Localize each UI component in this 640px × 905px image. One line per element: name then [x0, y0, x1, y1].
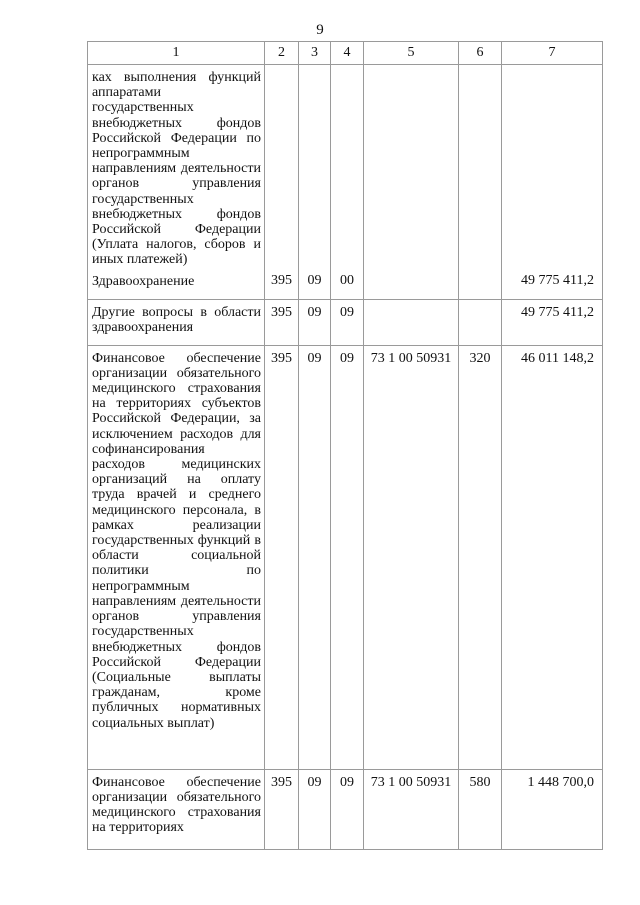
- cell-amount: 46 011 148,2: [502, 345, 603, 769]
- cell-amount: 49 775 411,2: [502, 268, 603, 300]
- table-row: [88, 65, 603, 268]
- cell-subsection: 00: [331, 268, 364, 300]
- table-row: [88, 345, 603, 769]
- table-row: [88, 268, 603, 300]
- cell-section: 09: [299, 268, 331, 300]
- cell-admin: 395: [265, 345, 299, 769]
- cell-subsection: [331, 65, 364, 268]
- header-col-1: 1: [88, 42, 265, 65]
- table-row: [88, 299, 603, 345]
- row-description: ках выполнения функций аппаратами государственных внебюджетных фондов Российской Федерации по непрограммным направлениям деятельности органов управления государственных внебюджетных фондов Российской Федерации (Уплата налогов, сборов и иных платежей): [88, 65, 265, 268]
- header-col-5: 5: [364, 42, 459, 65]
- cell-expense-type: [459, 268, 502, 300]
- header-col-4: 4: [331, 42, 364, 65]
- cell-subsection: 09: [331, 769, 364, 849]
- row-description: Другие вопросы в области здравоохранения: [88, 299, 265, 345]
- cell-subsection: 09: [331, 299, 364, 345]
- header-col-3: 3: [299, 42, 331, 65]
- header-col-7: 7: [502, 42, 603, 65]
- cell-section: [299, 65, 331, 268]
- row-description: Финансовое обеспечение организации обязательного медицинского страхования на территориях: [88, 769, 265, 849]
- cell-admin: 395: [265, 268, 299, 300]
- header-row: [88, 42, 603, 65]
- cell-expense-type: 320: [459, 345, 502, 769]
- cell-target-article: [364, 268, 459, 300]
- cell-amount: 1 448 700,0: [502, 769, 603, 849]
- cell-expense-type: [459, 65, 502, 268]
- cell-target-article: [364, 299, 459, 345]
- cell-amount: 49 775 411,2: [502, 299, 603, 345]
- cell-expense-type: 580: [459, 769, 502, 849]
- cell-subsection: 09: [331, 345, 364, 769]
- cell-target-article: 73 1 00 50931: [364, 769, 459, 849]
- budget-table: [87, 41, 603, 850]
- cell-target-article: [364, 65, 459, 268]
- cell-section: 09: [299, 299, 331, 345]
- header-col-2: 2: [265, 42, 299, 65]
- page-number: 9: [316, 22, 324, 38]
- cell-section: 09: [299, 345, 331, 769]
- row-description: Финансовое обеспечение организации обязательного медицинского страхования на территориях субъектов Российской Федерации, за исключением расходов для софинансирования расходов медицинских организаций на оплату труда врачей и среднего медицинского персонала, в рамках реализации государственных функций в области социальной политики по непрограммным направлениям деятельности органов управления государственных внебюджетных фондов Российской Федерации (Социальные выплаты гражданам, кроме публичных нормативных социальных выплат): [88, 345, 265, 769]
- cell-admin: [265, 65, 299, 268]
- cell-expense-type: [459, 299, 502, 345]
- cell-amount: [502, 65, 603, 268]
- row-description: Здравоохранение: [88, 268, 265, 300]
- cell-target-article: 73 1 00 50931: [364, 345, 459, 769]
- table-row: [88, 769, 603, 849]
- cell-admin: 395: [265, 299, 299, 345]
- cell-admin: 395: [265, 769, 299, 849]
- header-col-6: 6: [459, 42, 502, 65]
- cell-section: 09: [299, 769, 331, 849]
